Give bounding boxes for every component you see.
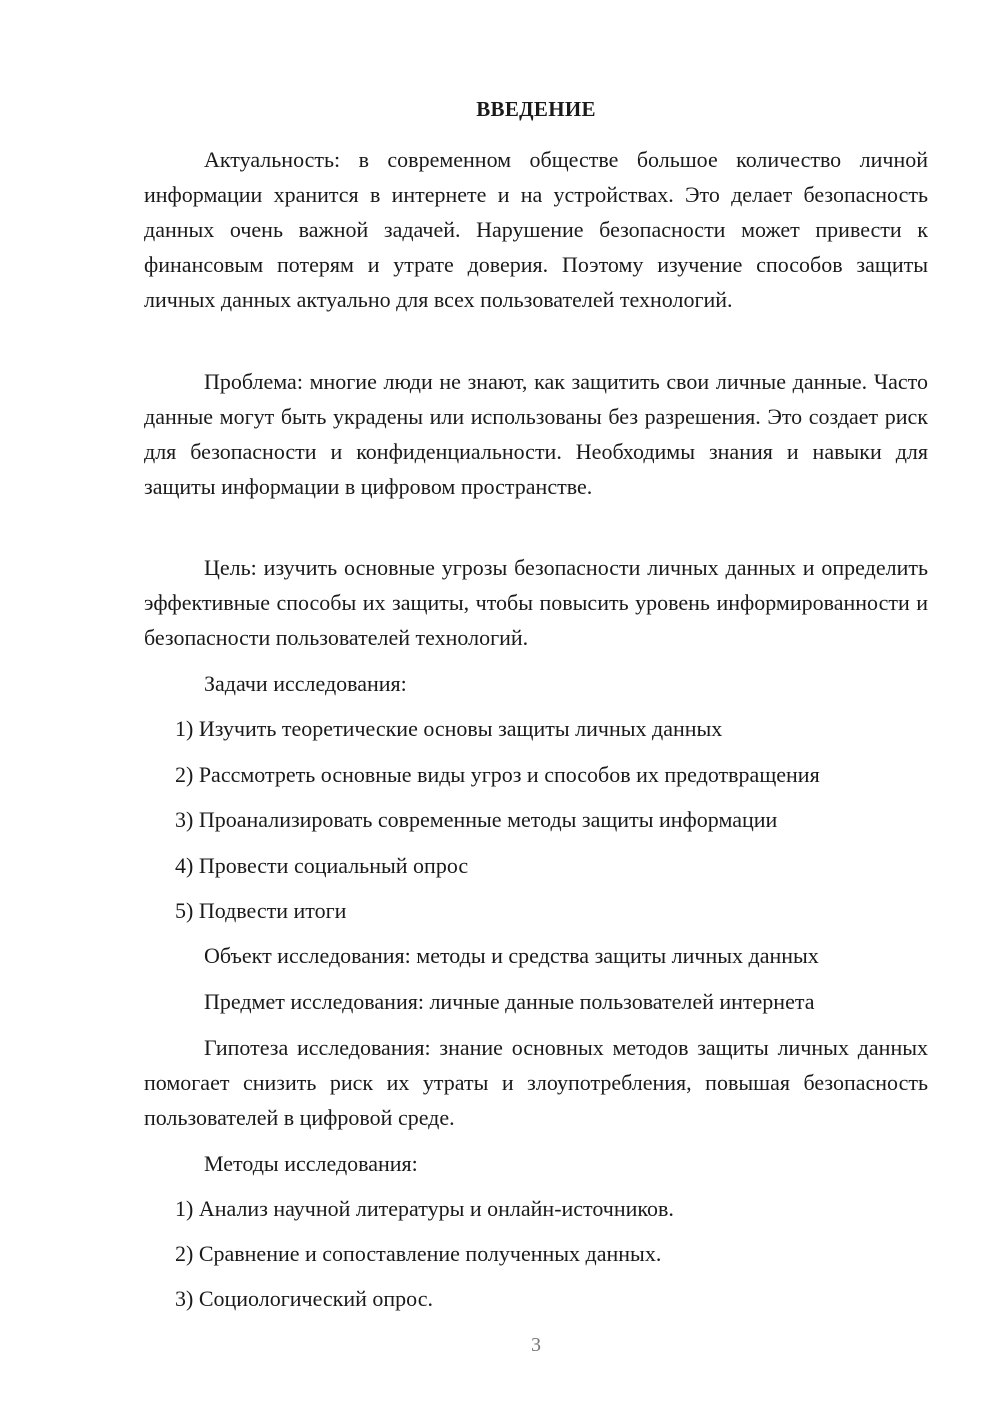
page-number: 3	[531, 1334, 541, 1356]
task-item-2: 2) Рассмотреть основные виды угроз и способов их предотвращения	[175, 762, 820, 787]
task-item-1: 1) Изучить теоретические основы защиты личных данных	[175, 716, 723, 741]
research-subject: Предмет исследования: личные данные пользователей интернета	[204, 989, 815, 1014]
goal-paragraph: Цель: изучить основные угрозы безопасности личных данных и определить эффективные способы их защиты, чтобы повысить уровень информированности и безопасности пользователей технологий.	[144, 555, 928, 650]
tasks-heading: Задачи исследования:	[204, 671, 407, 696]
task-item-3: 3) Проанализировать современные методы защиты информации	[175, 807, 778, 832]
method-item-1: 1) Анализ научной литературы и онлайн-источников.	[175, 1196, 674, 1221]
relevance-paragraph: Актуальность: в современном обществе большое количество личной информации хранится в интернете и на устройствах. Это делает безопасность данных очень важной задачей. Нарушение безопасности может привести к финансовым потерям и утрате доверия. Поэтому изучение способов защиты личных данных актуально для всех пользователей технологий.	[144, 147, 928, 312]
task-item-4: 4) Провести социальный опрос	[175, 853, 469, 878]
hypothesis-paragraph: Гипотеза исследования: знание основных методов защиты личных данных помогает снизить риск их утраты и злоупотребления, повышая безопасность пользователей в цифровой среде.	[144, 1035, 928, 1130]
task-item-5: 5) Подвести итоги	[175, 898, 347, 923]
method-item-3: 3) Социологический опрос.	[175, 1286, 433, 1311]
method-item-2: 2) Сравнение и сопоставление полученных данных.	[175, 1241, 662, 1266]
problem-paragraph: Проблема: многие люди не знают, как защитить свои личные данные. Часто данные могут быть украдены или использованы без разрешения. Это создает риск для безопасности и конфиденциальности. Необходимы знания и навыки для защиты информации в цифровом пространстве.	[144, 369, 928, 499]
research-object: Объект исследования: методы и средства защиты личных данных	[204, 943, 819, 968]
methods-heading: Методы исследования:	[204, 1151, 418, 1176]
page-title: ВВЕДЕНИЕ	[476, 97, 596, 121]
